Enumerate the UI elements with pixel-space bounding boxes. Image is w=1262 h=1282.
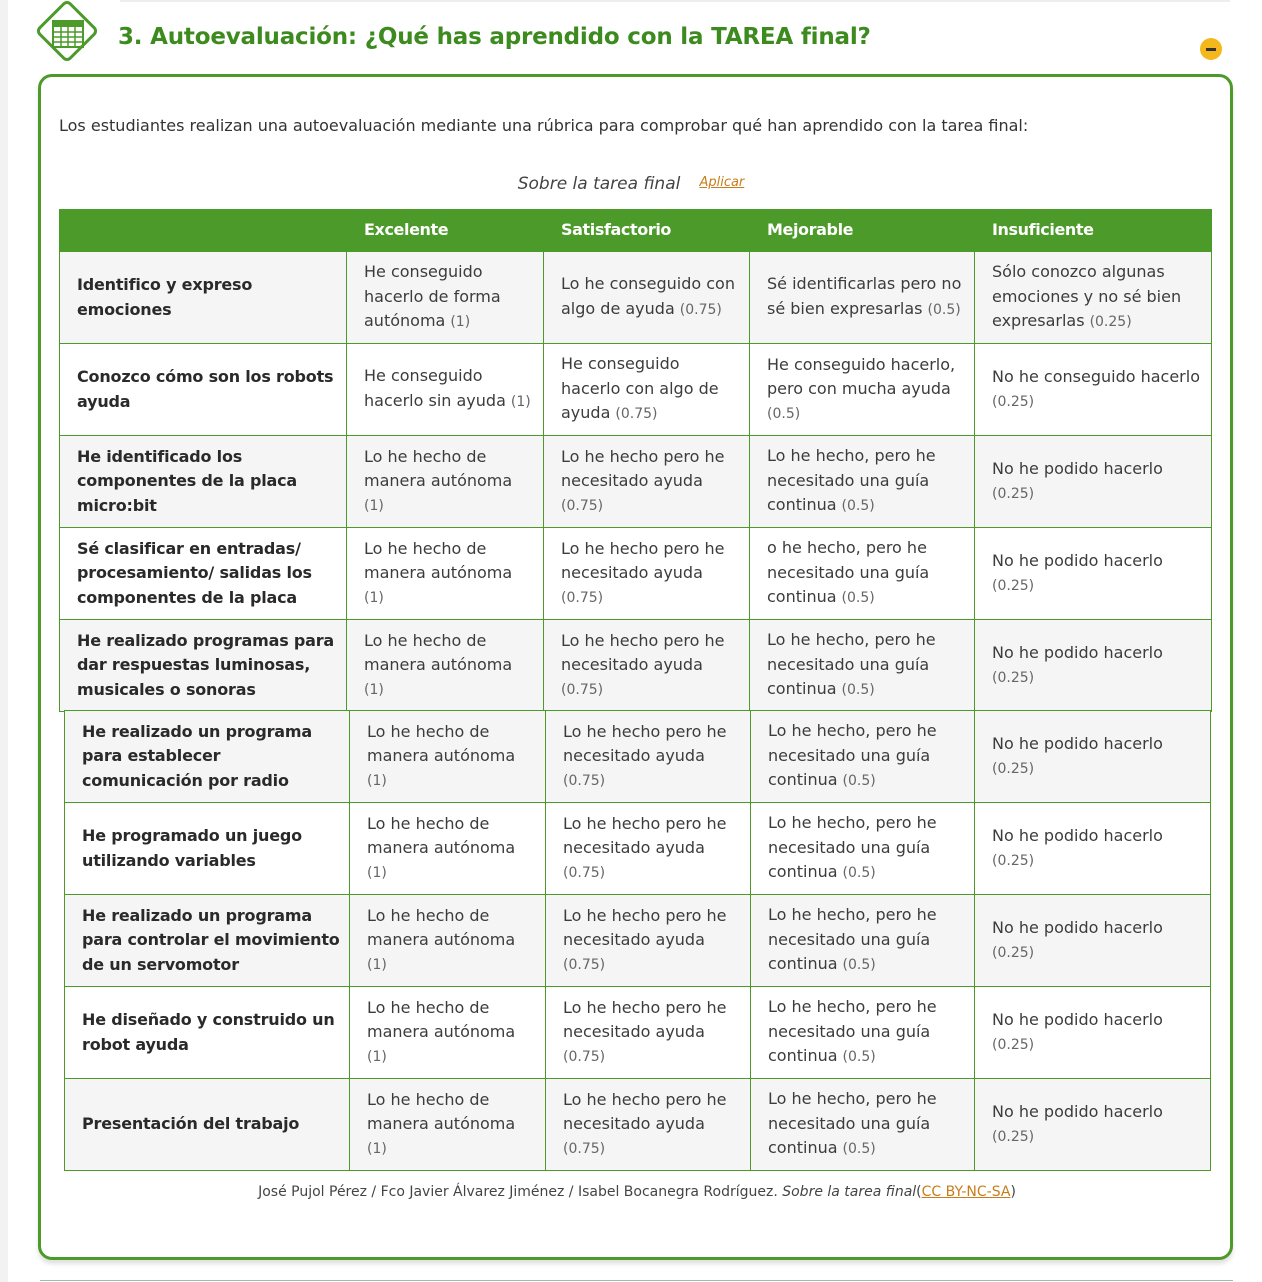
level-description: Lo he hecho de manera autónoma (364, 538, 513, 583)
rubric-cell-satisfactorio (546, 895, 751, 987)
score-value: (0.5) (841, 682, 875, 699)
rubric-cell-mejorable (750, 436, 975, 528)
rubric-cell-satisfactorio (546, 711, 751, 803)
criterion-cell: Sé clasificar en entradas/ procesamiento/ salidas los componentes de la placa (60, 528, 347, 620)
score-value: (0.25) (992, 1128, 1035, 1145)
table-row (60, 528, 1212, 620)
score-value: (1) (364, 497, 384, 514)
score-value: (0.25) (992, 577, 1035, 594)
rubric-cell-satisfactorio (546, 987, 751, 1079)
rubric-cell-insuficiente (975, 711, 1211, 803)
rubric-cell-mejorable (751, 1079, 975, 1171)
rubric-cell-satisfactorio (544, 344, 750, 436)
level-description: Lo he hecho, pero he necesitado una guía continua (768, 997, 937, 1066)
score-value: (0.5) (842, 865, 876, 882)
score-value: (1) (367, 864, 387, 881)
rubric-cell-excelente (347, 620, 544, 712)
level-description: No he podido hacerlo (992, 1101, 1163, 1121)
table-icon (52, 20, 84, 48)
level-description: Lo he hecho de manera autónoma (364, 446, 513, 491)
level-description: Lo he hecho de manera autónoma (367, 997, 516, 1042)
criterion-cell: He programado un juego utilizando variables (65, 803, 350, 895)
rubric-cell-excelente (350, 895, 546, 987)
score-value: (0.75) (563, 772, 606, 789)
level-description: Lo he hecho pero he necesitado ayuda (563, 997, 727, 1042)
rubric-cell-mejorable (751, 895, 975, 987)
criterion-cell: He realizado un programa para controlar el movimiento de un servomotor (65, 895, 350, 987)
column-header-excelente: Excelente (347, 210, 544, 252)
intro-text: Los estudiantes realizan una autoevaluación mediante una rúbrica para comprobar qué han aprendido con la tarea final: (59, 116, 1029, 135)
column-header-criterion (60, 210, 347, 252)
level-description: Lo he hecho de manera autónoma (367, 905, 516, 950)
score-value: (0.75) (679, 302, 722, 318)
score-value: (1) (367, 1048, 387, 1065)
score-value: (0.5) (927, 302, 961, 318)
criterion-cell: Presentación del trabajo (65, 1079, 350, 1171)
attribution-close-paren: ) (1010, 1184, 1016, 1200)
score-value: (1) (364, 589, 384, 606)
collapse-button[interactable] (1200, 38, 1222, 60)
rubric-cell-excelente (347, 252, 544, 344)
rubric-cell-mejorable (750, 528, 975, 620)
rubric-cell-satisfactorio (544, 436, 750, 528)
score-value: (0.25) (992, 1036, 1035, 1053)
section-title: 3. Autoevaluación: ¿Qué has aprendido con la TAREA final? (118, 24, 871, 50)
rubric-cell-satisfactorio (544, 528, 750, 620)
score-value: (0.75) (561, 497, 604, 514)
score-value: (0.25) (992, 760, 1035, 777)
rubric-cell-insuficiente (975, 528, 1212, 620)
attribution-work-title: Sobre la tarea final (782, 1184, 917, 1200)
criterion-cell: He realizado programas para dar respuestas luminosas, musicales o sonoras (60, 620, 347, 712)
rubric-header-row (60, 210, 1212, 252)
score-value: (0.5) (842, 957, 876, 974)
score-value: (1) (367, 772, 387, 789)
level-description: No he podido hacerlo (992, 642, 1163, 662)
score-value: (0.5) (842, 1141, 876, 1158)
section-header (32, 2, 1232, 68)
column-header-mejorable: Mejorable (750, 210, 975, 252)
level-description: Lo he hecho pero he necesitado ayuda (561, 538, 725, 583)
score-value: (0.25) (992, 485, 1035, 502)
rubric-cell-mejorable (751, 711, 975, 803)
rubric-cell-insuficiente (975, 344, 1212, 436)
level-description: Lo he hecho, pero he necesitado una guía continua (768, 905, 937, 974)
level-description: Lo he hecho pero he necesitado ayuda (563, 905, 727, 950)
rubric-cell-excelente (350, 711, 546, 803)
rubric-table (59, 209, 1212, 712)
attribution (0, 1184, 1262, 1200)
level-description: No he podido hacerlo (992, 825, 1163, 845)
column-header-satisfactorio: Satisfactorio (544, 210, 750, 252)
attribution-authors: José Pujol Pérez / Fco Javier Álvarez Jiménez / Isabel Bocanegra Rodríguez. (258, 1184, 778, 1200)
level-description: Sé identificarlas pero no sé bien expresarlas (767, 274, 962, 318)
level-description: Sólo conozco algunas emociones y no sé bien expresarlas (992, 262, 1182, 331)
license-link[interactable]: CC BY-NC-SA (921, 1184, 1011, 1200)
score-value: (0.25) (1089, 314, 1132, 331)
rubric-cell-mejorable (751, 803, 975, 895)
score-value: (0.75) (563, 864, 606, 881)
level-description: No he podido hacerlo (992, 733, 1163, 753)
level-description: Lo he conseguido con algo de ayuda (561, 274, 735, 318)
apply-link[interactable]: Aplicar (699, 175, 745, 190)
table-row (65, 895, 1211, 987)
rubric-cell-satisfactorio (546, 1079, 751, 1171)
score-value: (0.5) (841, 498, 875, 515)
table-row (60, 344, 1212, 436)
level-description: He conseguido hacerlo con algo de ayuda (561, 354, 719, 423)
attribution-open-paren: ( (916, 1184, 922, 1200)
score-value: (0.75) (563, 1048, 606, 1065)
table-row (60, 252, 1212, 344)
table-row (60, 620, 1212, 712)
level-description: Lo he hecho, pero he necesitado una guía continua (768, 1089, 937, 1158)
bottom-divider (40, 1280, 1233, 1281)
table-row (65, 803, 1211, 895)
score-value: (0.5) (842, 773, 876, 790)
rubric-cell-excelente (350, 1079, 546, 1171)
criterion-cell: Identifico y expreso emociones (60, 252, 347, 344)
level-description: No he podido hacerlo (992, 458, 1163, 478)
rubric-table-continued (64, 710, 1211, 1171)
rubric-cell-insuficiente (975, 987, 1211, 1079)
rubric-cell-insuficiente (975, 252, 1212, 344)
level-description: Lo he hecho, pero he necesitado una guía continua (767, 446, 936, 515)
rubric-cell-mejorable (751, 987, 975, 1079)
score-value: (1) (364, 681, 384, 698)
rubric-cell-insuficiente (975, 436, 1212, 528)
criterion-cell: He diseñado y construido un robot ayuda (65, 987, 350, 1079)
level-description: Lo he hecho de manera autónoma (367, 1089, 516, 1134)
rubric-cell-insuficiente (975, 895, 1211, 987)
column-header-insuficiente: Insuficiente (975, 210, 1212, 252)
score-value: (0.25) (992, 852, 1035, 869)
level-description: Lo he hecho de manera autónoma (367, 721, 516, 766)
rubric-cell-satisfactorio (544, 620, 750, 712)
rubric-cell-excelente (347, 436, 544, 528)
level-description: Lo he hecho, pero he necesitado una guía continua (768, 813, 937, 882)
rubric-cell-insuficiente (975, 620, 1212, 712)
score-value: (0.75) (563, 1140, 606, 1157)
score-value: (0.25) (992, 393, 1035, 410)
level-description: Lo he hecho pero he necesitado ayuda (563, 721, 727, 766)
rubric-cell-insuficiente (975, 1079, 1211, 1171)
level-description: Lo he hecho de manera autónoma (364, 630, 513, 675)
score-value: (0.75) (615, 406, 658, 423)
score-value: (1) (450, 314, 471, 331)
level-description: He conseguido hacerlo, pero con mucha ayuda (767, 354, 956, 399)
criterion-cell: Conozco cómo son los robots ayuda (60, 344, 347, 436)
score-value: (0.5) (767, 405, 801, 422)
score-value: (0.5) (841, 590, 875, 607)
score-value: (1) (367, 1140, 387, 1157)
level-description: He conseguido hacerlo sin ayuda (364, 366, 506, 410)
level-description: Lo he hecho pero he necesitado ayuda (563, 813, 727, 858)
level-description: Lo he hecho, pero he necesitado una guía continua (768, 721, 937, 790)
score-value: (0.75) (561, 681, 604, 698)
score-value: (1) (367, 956, 387, 973)
level-description: Lo he hecho de manera autónoma (367, 813, 516, 858)
level-description: No he podido hacerlo (992, 917, 1163, 937)
rubric-cell-satisfactorio (544, 252, 750, 344)
score-value: (0.25) (992, 944, 1035, 961)
level-description: Lo he hecho, pero he necesitado una guía continua (767, 630, 936, 699)
rubric-cell-mejorable (750, 252, 975, 344)
table-row (60, 436, 1212, 528)
level-description: No he conseguido hacerlo (992, 366, 1200, 386)
rubric-cell-insuficiente (975, 803, 1211, 895)
rubric-caption (0, 174, 1262, 194)
criterion-cell: He realizado un programa para establecer comunicación por radio (65, 711, 350, 803)
score-value: (0.25) (992, 669, 1035, 686)
level-description: o he hecho, pero he necesitado una guía continua (767, 538, 930, 607)
score-value: (0.75) (561, 589, 604, 606)
table-row (65, 711, 1211, 803)
rubric-cell-excelente (347, 528, 544, 620)
rubric-title: Sobre la tarea final (517, 174, 681, 194)
rubric-cell-excelente (347, 344, 544, 436)
criterion-cell: He identificado los componentes de la placa micro:bit (60, 436, 347, 528)
level-description: Lo he hecho pero he necesitado ayuda (563, 1089, 727, 1134)
score-value: (1) (510, 394, 531, 410)
level-description: Lo he hecho pero he necesitado ayuda (561, 446, 725, 491)
level-description: No he podido hacerlo (992, 550, 1163, 570)
level-description: Lo he hecho pero he necesitado ayuda (561, 630, 725, 675)
table-row (65, 987, 1211, 1079)
score-value: (0.5) (842, 1049, 876, 1066)
rubric-cell-excelente (350, 803, 546, 895)
table-row (65, 1079, 1211, 1171)
level-description: No he podido hacerlo (992, 1009, 1163, 1029)
rubric-cell-mejorable (750, 344, 975, 436)
score-value: (0.75) (563, 956, 606, 973)
minus-icon (1206, 48, 1216, 51)
level-description: He conseguido hacerlo de forma autónoma (364, 262, 501, 331)
rubric-cell-excelente (350, 987, 546, 1079)
rubric-cell-mejorable (750, 620, 975, 712)
rubric-cell-satisfactorio (546, 803, 751, 895)
